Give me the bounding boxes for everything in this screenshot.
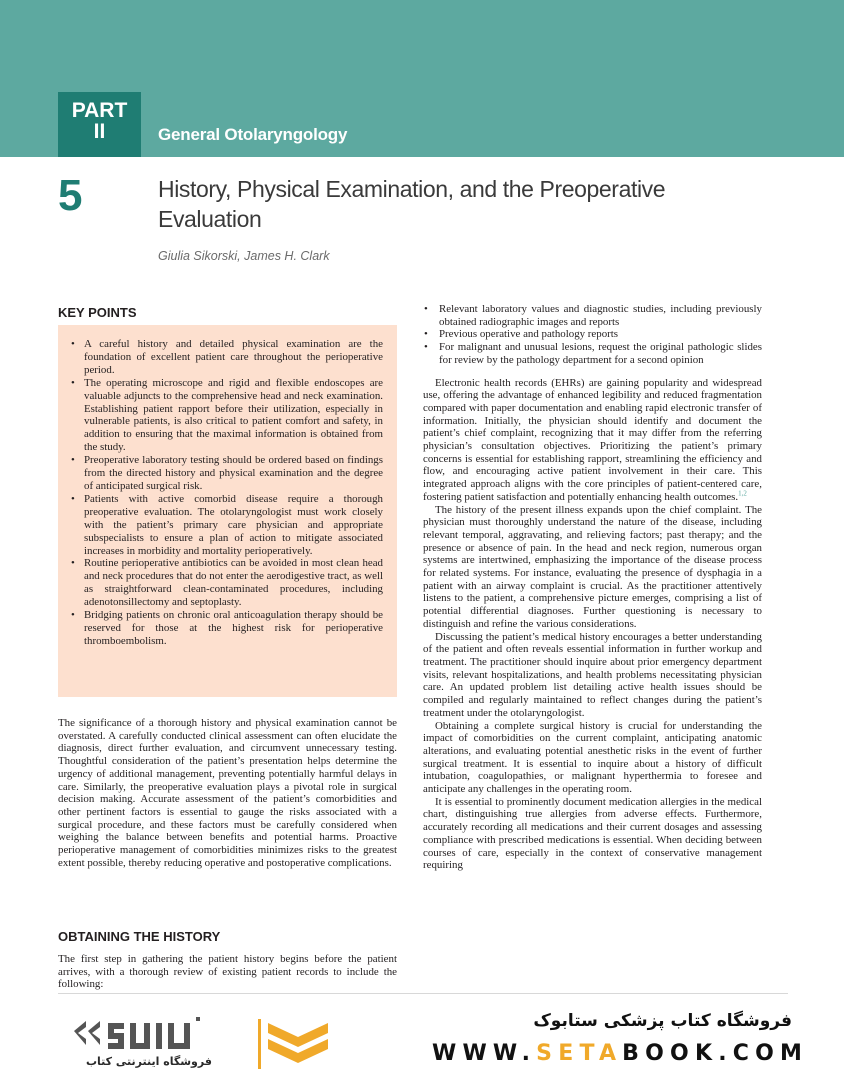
medical-history-paragraph: Discussing the patient’s medical history encourages a better understanding of the patient and often reveals essential information in further workup and treatment. The practitioner should inquire about prior emergency department visits, relevant hospitalizations, and health problems necessitating physician care. An updated problem list detailing active health issues should be compiled and regularly maintained to reflect changes during the patient’s treatment under the otolaryngologist. xyxy=(423,630,762,719)
footer-divider xyxy=(58,993,788,994)
key-point-item: • Preoperative laboratory testing should be ordered based on findings from the directed history and physical examination and the degree of anticipated surgical risk. xyxy=(70,454,383,493)
store-url-highlight: SETA xyxy=(536,1041,623,1066)
key-point-item: • Patients with active comorbid disease require a thorough preoperative evaluation. The otolaryngologist must work closely with the patient’s primary care physician and appropriate subspecialists to ensure a plan of action to mitigate associated increases in morbidity and mortality perioperatively. xyxy=(70,493,383,558)
key-points-heading: KEY POINTS xyxy=(58,305,137,320)
right-column xyxy=(423,303,762,993)
records-list xyxy=(423,303,762,367)
part-number: II xyxy=(93,120,106,143)
part-label: PART xyxy=(71,99,128,122)
key-point-item: • A careful history and detailed physical examination are the foundation of excellent patient care throughout the perioperative period. xyxy=(70,338,383,377)
ehr-paragraph-text: Electronic health records (EHRs) are gaining popularity and widespread use, offering the advantage of enhanced legibility and reduced fragmentation compared with paper documentation and enabling rapid electronic transfer of information. Initially, the physician should identify and document the patient’s chief complaint, recognizing that it may differ from the referring physician’s consultation objectives. Prioritizing the patient’s primary concerns is essential for establishing rapport, streamlining the efficiency and flow, and encouraging active patient involvement in their care. This integrated approach aligns with the core principles of patient-centered care, fostering patient satisfaction and potentially enhancing health outcomes. xyxy=(423,376,762,503)
book-shelf-icon xyxy=(258,1015,330,1073)
store-name: فروشگاه کتاب پزشکی ستابوک xyxy=(533,1011,792,1031)
footer-watermark xyxy=(0,993,844,1080)
records-list-item: • Relevant laboratory values and diagnostic studies, including previously obtained radiographic images and reports xyxy=(423,303,762,328)
key-points-list xyxy=(70,338,383,648)
present-illness-paragraph: The history of the present illness expands upon the chief complaint. The physician must thoroughly understand the nature of the disease, including relevant temporal, aggravating, and relieving factors; past therapy; and the presence or absence of pain. In the head and neck region, numerous organ systems are intertwined, emphasizing the importance of the disease process for related systems. For instance, evaluating the presence of dysphagia in a patient with an airway complaint is crucial. As the practitioner attentively listens to the patient, a comprehensive picture emerges, comprising a list of potential differential diagnoses. Further questioning is necessary to distinguish and refine the various considerations. xyxy=(423,503,762,630)
records-list-item: • Previous operative and pathology reports xyxy=(423,328,762,341)
chapter-number: 5 xyxy=(58,171,83,220)
store-url-part: WWW. xyxy=(432,1041,537,1066)
chapter-title: History, Physical Examination, and the Preoperative Evaluation xyxy=(158,176,666,232)
store-url-part: BOOK.COM xyxy=(622,1041,809,1066)
part-title: General Otolaryngology xyxy=(158,125,348,144)
surgical-history-paragraph: Obtaining a complete surgical history is crucial for understanding the impact of comorbidities on the current complaint, anticipating anatomic alterations, and evaluating potential anesthetic risks in the event of further surgical treatment. It is essential to inquire about a history of difficult intubation, coagulopathies, or malignant hyperthermia to foresee and anticipate any challenges in the operating room. xyxy=(423,719,762,796)
key-point-item: • Bridging patients on chronic oral anticoagulation therapy should be reserved for those at the highest risk for perioperative thromboembolism. xyxy=(70,609,383,648)
logo-subtitle: فروشگاه اینترنتی کتاب xyxy=(86,1055,212,1068)
key-point-item: • The operating microscope and rigid and flexible endoscopes are valuable adjuncts to the comprehensive head and neck examination. Establishing patient rapport before their utilization, especially in vulnerable patients, is also critical to patient comfort and safety, in addition to ensuring that the maximal information is obtained from the study. xyxy=(70,377,383,454)
ehr-paragraph xyxy=(423,377,762,504)
medications-paragraph: It is essential to prominently document medication allergies in the medical chart, distinguishing true allergies from adverse effects. Furthermore, accurately recording all medications and their current dosages and assessing compliance with prescribed medications is essential. When deciding between courses of care, especially in the context of conservative management requiring xyxy=(423,795,762,872)
key-point-item: • Routine perioperative antibiotics can be avoided in most clean head and neck procedures that do not enter the aerodigestive tract, as well as straightforward clean-contaminated procedures, including adenotonsillectomy and septoplasty. xyxy=(70,557,383,609)
citation[interactable]: 1,2 xyxy=(738,489,747,498)
history-paragraph: The first step in gathering the patient history begins before the patient arrives, with a thorough review of existing patient records to include the following: xyxy=(58,953,397,991)
store-url[interactable] xyxy=(432,1041,808,1066)
chapter-authors: Giulia Sikorski, James H. Clark xyxy=(158,249,330,263)
key-points-box xyxy=(58,325,397,697)
records-list-item: • For malignant and unusual lesions, request the original pathologic slides for review by the pathology department for a second opinion xyxy=(423,341,762,366)
part-badge xyxy=(58,92,141,157)
intro-paragraph: The significance of a thorough history and physical examination cannot be overstated. A carefully conducted clinical assessment can often elucidate the diagnosis, direct further evaluation, and circumvent unnecessary testing. Thoughtful consideration of the patient’s presentation helps determine the urgency of additional management, preventing potentially harmful delays in care. Similarly, the preoperative evaluation plays a pivotal role in surgical decision making. Accurate assessment of the patient’s comorbidities and other pertinent factors is essential to gauge the risks associated with a surgical procedure, and these factors must be carefully considered when weighing the balance between benefits and potential harms. Proactive perioperative management of comorbidities minimizes risks to the greatest extent possible, thereby reducing operative and postoperative complications. xyxy=(58,717,397,869)
section-heading-history: OBTAINING THE HISTORY xyxy=(58,929,221,944)
